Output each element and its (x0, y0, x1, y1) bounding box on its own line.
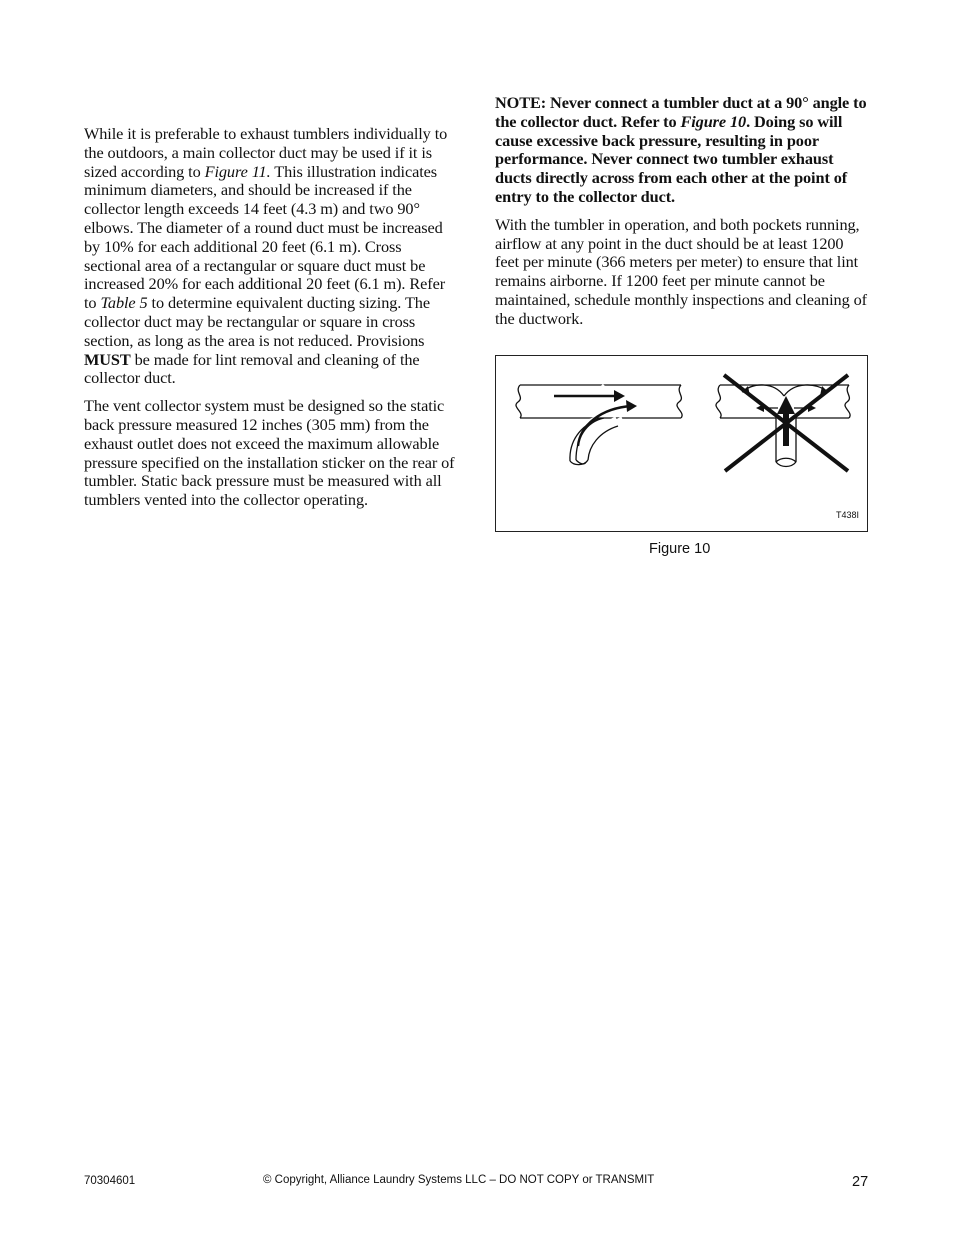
text-run: . Doing so will cause excessive back pressure, resulting in poor performance. Never connect two tumbler exhaust ducts directly across from each other at the point of entry to the collector duct. (495, 111, 848, 206)
prohibition-cross-icon (724, 375, 848, 471)
duct-diagram (496, 356, 869, 533)
back-pressure-paragraph: The vent collector system must be designed so the static back pressure measured 12 inches (305 mm) from the exhaust outlet does not exceed the maximum allowable pressure specified on the installation sticker on the rear of tumbler. Static back pressure must be measured with all tumblers vented into the collector operating. (84, 396, 455, 510)
upward-arrow-shaft (783, 410, 789, 446)
figure-code-label: T438I (835, 510, 859, 520)
document-number: 70304601 (84, 1175, 136, 1187)
figure-caption: Figure 10 (649, 541, 711, 557)
text-run: to determine equivalent ducting sizing. The collector duct may be rectangular or square in cross section, as long as the area is not reduced. Provisions (84, 293, 430, 350)
copyright-notice: © Copyright, Alliance Laundry Systems LLC – DO NOT COPY or TRANSMIT (263, 1174, 655, 1186)
note-paragraph (495, 94, 871, 207)
text-run: NOTE: Never connect a tumbler duct at a 90° angle to the collector duct. Refer to (495, 93, 867, 131)
left-column (84, 125, 458, 519)
right-column (495, 94, 871, 338)
page-number: 27 (852, 1174, 869, 1190)
figure-10-illustration (495, 355, 868, 532)
text-run: While it is preferable to exhaust tumblers individually to the outdoors, a main collector duct may be used if it is sized according to (84, 124, 448, 181)
text-run: This illustration indicates minimum diameters, and should be increased if the collector length exceeds 14 feet (4.3 m) and two 90° elbows. The diameter of a round duct must be increased by 10% for each additional 20 feet (6.1 m). Cross sectional area of a rectangular or square duct must be increased 20% for each additional 20 feet (6.1 m). Refer to (84, 161, 446, 313)
airflow-paragraph: With the tumbler in operation, and both pockets running, airflow at any point in the duct should be at least 1200 feet per minute (366 meters per meter) to ensure that lint remains airborne. If 1200 feet per minute cannot be maintained, schedule monthly inspections and cleaning of the ductwork. (495, 214, 867, 328)
table-5-reference: Table 5 (100, 293, 148, 313)
figure-10-reference: Figure 10 (680, 111, 747, 131)
figure-11-reference: Figure 11. (204, 161, 271, 181)
text-run: be made for lint removal and cleaning of the collector duct. (84, 349, 420, 388)
collector-duct-paragraph (84, 125, 458, 388)
must-emphasis: MUST (84, 349, 131, 369)
